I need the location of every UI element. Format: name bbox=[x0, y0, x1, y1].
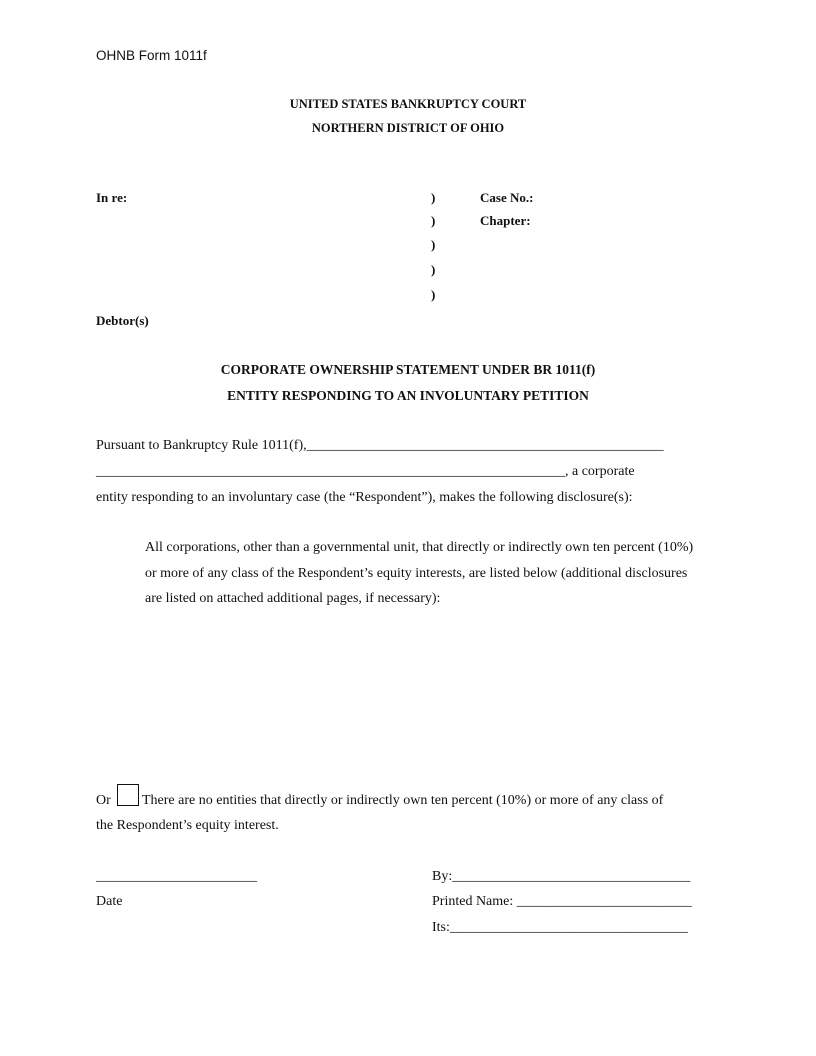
intro-line-3: entity responding to an involuntary case (the “Respondent”), makes the following disclosure(s): bbox=[96, 490, 633, 505]
form-id: OHNB Form 1011f bbox=[96, 48, 207, 63]
no-entities-line-2: the Respondent’s equity interest. bbox=[96, 818, 279, 833]
court-name: UNITED STATES BANKRUPTCY COURT bbox=[289, 97, 527, 111]
statement-title: CORPORATE OWNERSHIP STATEMENT UNDER BR 1011(f) bbox=[220, 362, 596, 377]
chapter-label: Chapter: bbox=[480, 213, 531, 228]
caption-paren: ) bbox=[431, 262, 436, 277]
disclosure-line-1: All corporations, other than a governmental unit, that directly or indirectly own ten percent (10%) bbox=[145, 540, 694, 555]
date-signature-line[interactable]: _______________________ bbox=[96, 869, 257, 884]
case-no-label: Case No.: bbox=[480, 190, 534, 205]
disclosure-line-3: are listed on attached additional pages, if necessary): bbox=[145, 591, 441, 606]
in-re-label: In re: bbox=[96, 190, 128, 205]
its-line[interactable]: Its:__________________________________ bbox=[432, 920, 688, 935]
by-signature-line[interactable]: By:__________________________________ bbox=[432, 869, 691, 884]
or-label: Or bbox=[96, 793, 111, 808]
intro-line-2: ___________________________________________________________________, a corporate bbox=[96, 464, 635, 479]
court-district: NORTHERN DISTRICT OF OHIO bbox=[311, 121, 505, 135]
intro-line-1: Pursuant to Bankruptcy Rule 1011(f),___________________________________________________ bbox=[96, 438, 664, 453]
caption-paren: ) bbox=[431, 190, 436, 205]
caption-paren: ) bbox=[431, 287, 436, 302]
no-entities-checkbox[interactable] bbox=[117, 784, 139, 806]
caption-paren: ) bbox=[431, 237, 436, 252]
printed-name-line[interactable]: Printed Name: _________________________ bbox=[432, 894, 692, 909]
debtor-label: Debtor(s) bbox=[96, 313, 149, 328]
statement-subtitle: ENTITY RESPONDING TO AN INVOLUNTARY PETITION bbox=[227, 388, 589, 403]
no-entities-line-1: There are no entities that directly or indirectly own ten percent (10%) or more of any class of bbox=[142, 793, 664, 808]
caption-paren: ) bbox=[431, 213, 436, 228]
date-label: Date bbox=[96, 894, 123, 909]
disclosure-line-2: or more of any class of the Respondent’s equity interests, are listed below (additional disclosures bbox=[145, 566, 688, 581]
